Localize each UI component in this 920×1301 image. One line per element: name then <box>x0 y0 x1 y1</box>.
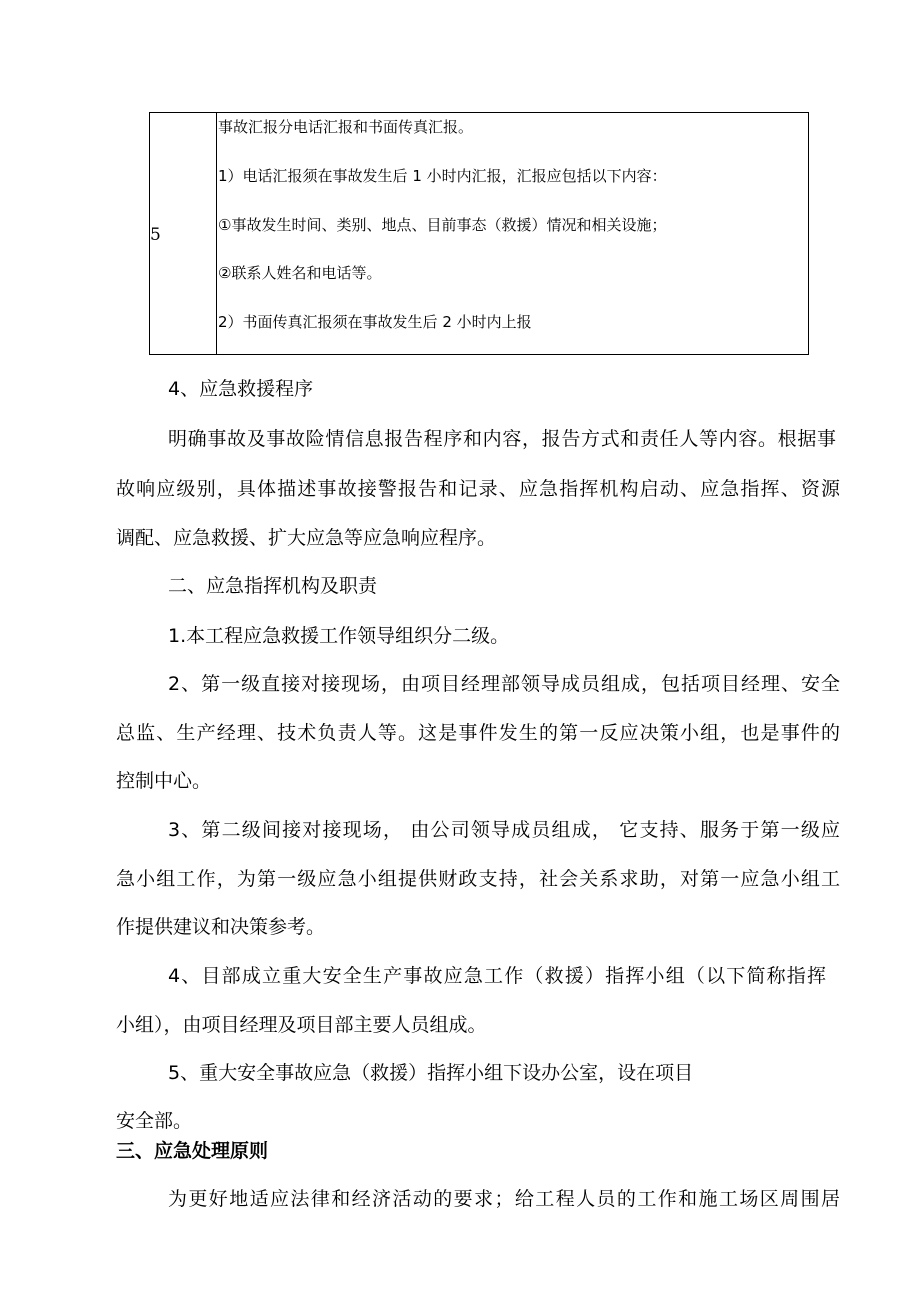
table-line: 事故汇报分电话汇报和书面传真汇报。 <box>218 118 474 136</box>
paragraph-line: 故响应级别，具体描述事故接警报告和记录、应急指挥机构启动、应急指挥、资源 <box>116 478 840 500</box>
paragraph-line: 明确事故及事故险情信息报告程序和内容，报告方式和责任人等内容。根据事 <box>168 428 836 450</box>
list-item: 小组），由项目经理及项目部主要人员组成。 <box>116 1014 487 1036</box>
list-item: 1.本工程应急救援工作领导组织分二级。 <box>168 625 510 647</box>
table-line: ②联系人姓名和电话等。 <box>218 264 382 282</box>
list-item: 2、第一级直接对接现场，由项目经理部领导成员组成，包括项目经理、安全 <box>168 673 840 695</box>
table-row-number-cell <box>150 113 217 354</box>
list-item: 作提供建议和决策参考。 <box>116 916 326 938</box>
list-item: 5、重大安全事故应急（救援）指挥小组下设办公室，设在项目 <box>168 1062 694 1084</box>
list-item: 急小组工作，为第一级应急小组提供财政支持，社会关系求助，对第一应急小组工 <box>116 868 840 890</box>
table-content-cell <box>217 113 808 354</box>
section-heading: 三、应急处理原则 <box>116 1140 269 1162</box>
list-item: 总监、生产经理、技术负责人等。这是事件发生的第一反应决策小组，也是事件的 <box>116 722 840 744</box>
paragraph-line: 为更好地适应法律和经济活动的要求；给工程人员的工作和施工场区周围居 <box>168 1188 840 1210</box>
table-line: 2）书面传真汇报须在事故发生后 2 小时内上报 <box>218 313 532 331</box>
table-line: 1）电话汇报须在事故发生后 1 小时内汇报，汇报应包括以下内容： <box>218 167 667 185</box>
section-heading: 二、应急指挥机构及职责 <box>168 575 378 597</box>
report-table <box>149 112 809 355</box>
list-item: 4、目部成立重大安全生产事故应急工作（救援）指挥小组（以下简称指挥 <box>168 965 826 987</box>
section-heading: 4、应急救援程序 <box>168 378 314 400</box>
table-row-number: 5 <box>150 225 161 245</box>
paragraph-line: 调配、应急救援、扩大应急等应急响应程序。 <box>116 527 497 549</box>
list-item: 安全部。 <box>116 1110 193 1132</box>
list-item: 3、第二级间接对接现场， 由公司领导成员组成， 它支持、服务于第一级应 <box>168 819 840 841</box>
list-item: 控制中心。 <box>116 770 212 792</box>
table-line: ①事故发生时间、类别、地点、目前事态（救援）情况和相关设施； <box>218 216 667 234</box>
